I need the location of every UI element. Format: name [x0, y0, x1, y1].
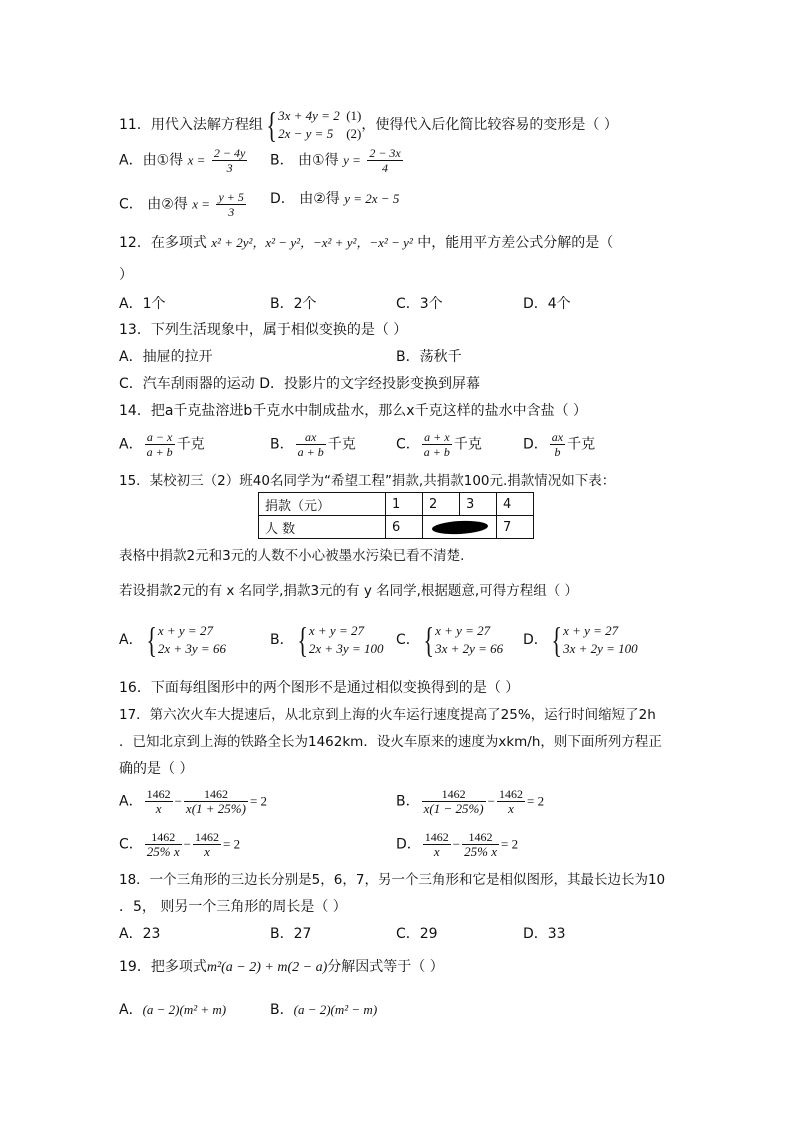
ink-stain [431, 519, 488, 535]
q15-setup: 若设捐款2元的有 x 名同学,捐款3元的有 y 名同学,根据题意,可得方程组（ ） [119, 583, 578, 599]
equation-line: 3x + 2y = 100 [563, 641, 638, 656]
numerator: 1462 [194, 830, 219, 844]
numerator: 2 − 3x [369, 146, 401, 160]
denominator: 4 [382, 161, 389, 175]
q11-stem [119, 107, 618, 143]
equation-line: x + y = 27 [435, 623, 491, 638]
q11-eq2-tag: (2) [346, 126, 362, 141]
equals-two: = 2 [222, 836, 241, 852]
q17-option-a [119, 787, 267, 816]
fraction [422, 787, 486, 816]
q11-system [278, 107, 361, 143]
numerator: 1462 [184, 787, 248, 802]
q14-option-a [119, 430, 205, 459]
q11-eq2: 2x − y = 5 [278, 126, 334, 141]
denominator: a + b [146, 445, 173, 459]
denominator: 25% x [146, 844, 180, 859]
q18-line2: ．5， 则另一个三角形的周长是（ ） [119, 899, 347, 915]
option-label: A． [119, 632, 143, 648]
denominator: x [508, 801, 514, 816]
numerator: 1462 [145, 830, 182, 845]
q13-option-a: A．抽屉的拉开 [119, 349, 213, 365]
equals-two: = 2 [526, 793, 545, 809]
q12-polynomials: x² + 2y²，x² − y²，−x² + y²，−x² − y² [211, 235, 413, 250]
q12-text-post: 中，能用平方差公式分解的是（ [417, 235, 614, 251]
table-cell: 7 [497, 516, 534, 539]
equals-two: = 2 [249, 793, 268, 809]
option-label: B． 由①得 [270, 152, 339, 169]
q12-option-b: B．2个 [270, 296, 317, 312]
numerator: a + x [422, 430, 452, 445]
numerator: ax [296, 430, 326, 445]
q12-text-cont: ） [119, 267, 133, 283]
option-label: C． [396, 436, 420, 453]
option-label: D． [396, 836, 421, 853]
unit: 千克 [453, 436, 482, 453]
option-label: A．由①得 [119, 152, 184, 169]
q17-option-b [396, 787, 544, 816]
denominator: a + b [423, 445, 450, 459]
table-cell: 2 [423, 493, 460, 516]
fraction [212, 146, 247, 175]
fraction [423, 830, 451, 859]
q19-text-post: 分解因式等于（ ） [327, 959, 444, 975]
table-cell: 人 数 [259, 516, 386, 539]
numerator: 1462 [424, 830, 449, 844]
option-label: A． [119, 1002, 143, 1018]
q13-option-b: B．荡秋千 [396, 349, 462, 365]
numerator: 2 − 4y [213, 146, 246, 160]
numerator: ax [551, 430, 564, 444]
equation-system [435, 622, 503, 658]
fraction [145, 430, 175, 459]
denominator: 3 [228, 205, 235, 219]
denominator: x [433, 844, 440, 859]
table-cell: 4 [497, 493, 534, 516]
brace: { [423, 620, 434, 660]
table-row [259, 493, 534, 516]
denominator: 25% x [464, 844, 497, 859]
equation-system [563, 622, 638, 658]
q16-stem: 16．下面每组图形中的两个图形不是通过相似变换得到的是（ ） [119, 680, 520, 696]
equation-line: 2x + 3y = 100 [308, 641, 384, 656]
equation-line: 2x + 3y = 66 [157, 641, 226, 656]
q14-option-c [396, 430, 482, 459]
q15-option-d [523, 622, 638, 658]
equation-line: x + y = 27 [157, 623, 213, 638]
q13-option-cd: C．汽车刮雨器的运动 D．投影片的文字经投影变换到屏幕 [119, 376, 481, 392]
brace: { [146, 620, 157, 660]
q11-option-b [270, 146, 405, 175]
q11-c-lhs: x = [192, 196, 211, 212]
option-label: A． [119, 793, 143, 810]
q11-a-lhs: x = [187, 152, 206, 168]
option-label: D． [523, 632, 548, 648]
numerator: 1462 [498, 787, 523, 801]
q17-option-d [396, 830, 518, 859]
question-number: 12． [119, 235, 151, 251]
minus-sign: − [174, 793, 182, 809]
q18-line1: 18．一个三角形的三边长分别是5，6，7，另一个三角形和它是相似图形，其最长边长为10 [119, 872, 666, 888]
q14-option-d [523, 430, 595, 459]
brace: { [266, 105, 277, 145]
table-cell: 6 [386, 516, 423, 539]
minus-sign: − [487, 793, 495, 809]
q18-option-b: B．27 [270, 926, 312, 942]
option-label: D． [523, 436, 548, 453]
table-row [259, 516, 534, 539]
denominator: x [204, 844, 210, 859]
donation-table [258, 492, 534, 539]
option-label: C． [119, 836, 143, 853]
option-label: B． [396, 793, 420, 810]
q11-option-c [119, 190, 248, 219]
fraction [497, 787, 525, 816]
option-label: B． [270, 1002, 294, 1018]
denominator: x [155, 801, 162, 816]
unit: 千克 [176, 436, 205, 453]
q17-option-c [119, 830, 240, 859]
q19-expression: m²(a − 2) + m(2 − a) [206, 960, 328, 975]
equation-system [158, 622, 226, 658]
q12-option-a: A．1个 [119, 296, 166, 312]
fraction [193, 830, 221, 859]
equation-line: x + y = 27 [308, 623, 364, 638]
denominator: x(1 + 25%) [185, 801, 246, 816]
option-label: C． [396, 632, 420, 648]
question-number: 11． [119, 117, 151, 133]
option-label: C． 由②得 [119, 196, 188, 213]
fraction [550, 430, 565, 459]
equation-line: 3x + 2y = 66 [435, 641, 504, 656]
q15-option-a [119, 622, 226, 658]
q12-option-c: C．3个 [396, 296, 443, 312]
table-cell: 1 [386, 493, 423, 516]
q18-option-c: C．29 [396, 926, 438, 942]
fraction [462, 830, 499, 859]
q14-option-b [270, 430, 356, 459]
q13-stem: 13．下列生活现象中，属于相似变换的是（ ） [119, 322, 408, 338]
q19-option-a [119, 1001, 226, 1019]
q11-text-pre: 用代入法解方程组 [150, 117, 263, 133]
equation-system [309, 622, 384, 658]
q18-option-d: D．33 [523, 926, 566, 942]
fraction [216, 190, 245, 219]
fraction [145, 787, 173, 816]
equals-two: = 2 [500, 836, 519, 852]
numerator: 1462 [146, 787, 171, 801]
numerator: 1462 [462, 830, 499, 845]
numerator: a − x [145, 430, 175, 445]
numerator: 1462 [422, 787, 486, 802]
minus-sign: − [452, 836, 461, 852]
q14-stem: 14．把a千克盐溶进b千克水中制成盐水，那么x千克这样的盐水中含盐（ ） [119, 403, 588, 419]
q15-note: 表格中捐款2元和3元的人数不小心被墨水污染已看不清楚. [119, 548, 465, 564]
q11-option-a [119, 146, 249, 175]
q19-b-expr: (a − 2)(m² − m) [293, 1002, 378, 1017]
denominator: x(1 − 25%) [423, 801, 484, 816]
q15-stem: 15．某校初三（2）班40名同学为“希望工程”捐款,共捐款100元.捐款情况如下表： [119, 473, 616, 489]
numerator: y + 5 [218, 190, 244, 204]
q11-eq1: 3x + 4y = 2 [278, 108, 340, 123]
q18-option-a: A．23 [119, 926, 161, 942]
q19-stem [119, 958, 444, 977]
q15-option-b [270, 622, 383, 658]
unit: 千克 [567, 436, 596, 453]
q19-option-b [270, 1001, 377, 1019]
option-label: D． 由②得 [270, 191, 340, 207]
q11-eq1-tag: (1) [346, 108, 362, 123]
q15-option-c [396, 622, 503, 658]
q19-text-pre: 19．把多项式 [119, 959, 207, 975]
option-label: B． [270, 436, 294, 453]
option-label: A． [119, 436, 143, 453]
fraction [296, 430, 326, 459]
minus-sign: − [183, 836, 191, 852]
q11-text-post: ，使得代入后化简比较容易的变形是（ ） [361, 117, 618, 133]
q17-line3: 确的是（ ） [119, 761, 194, 777]
q11-d-expr: y = 2x − 5 [344, 191, 400, 206]
fraction [422, 430, 452, 459]
table-cell: 捐款（元） [259, 493, 386, 516]
fraction [367, 146, 402, 175]
q17-line1: 17．第六次火车大提速后，从北京到上海的火车运行速度提高了25%，运行时间缩短了2h [119, 707, 656, 723]
q12-stem [119, 234, 613, 252]
q19-a-expr: (a − 2)(m² + m) [142, 1002, 227, 1017]
table-cell: 3 [460, 493, 497, 516]
denominator: b [554, 445, 561, 459]
brace: { [551, 620, 562, 660]
equation-line: x + y = 27 [563, 623, 619, 638]
q17-line2: ．已知北京到上海的铁路全长为1462km．设火车原来的速度为xkm/h，则下面所列方程正 [119, 734, 662, 750]
denominator: a + b [297, 445, 324, 459]
unit: 千克 [327, 436, 356, 453]
ink-stain-cell [423, 516, 497, 539]
q11-option-d [270, 190, 399, 208]
q12-text-pre: 在多项式 [150, 235, 207, 251]
fraction [145, 830, 182, 859]
option-label: B． [270, 632, 294, 648]
q12-option-d: D．4个 [523, 296, 571, 312]
q11-b-lhs: y = [343, 152, 361, 168]
fraction [184, 787, 248, 816]
denominator: 3 [226, 161, 233, 175]
brace: { [297, 620, 308, 660]
